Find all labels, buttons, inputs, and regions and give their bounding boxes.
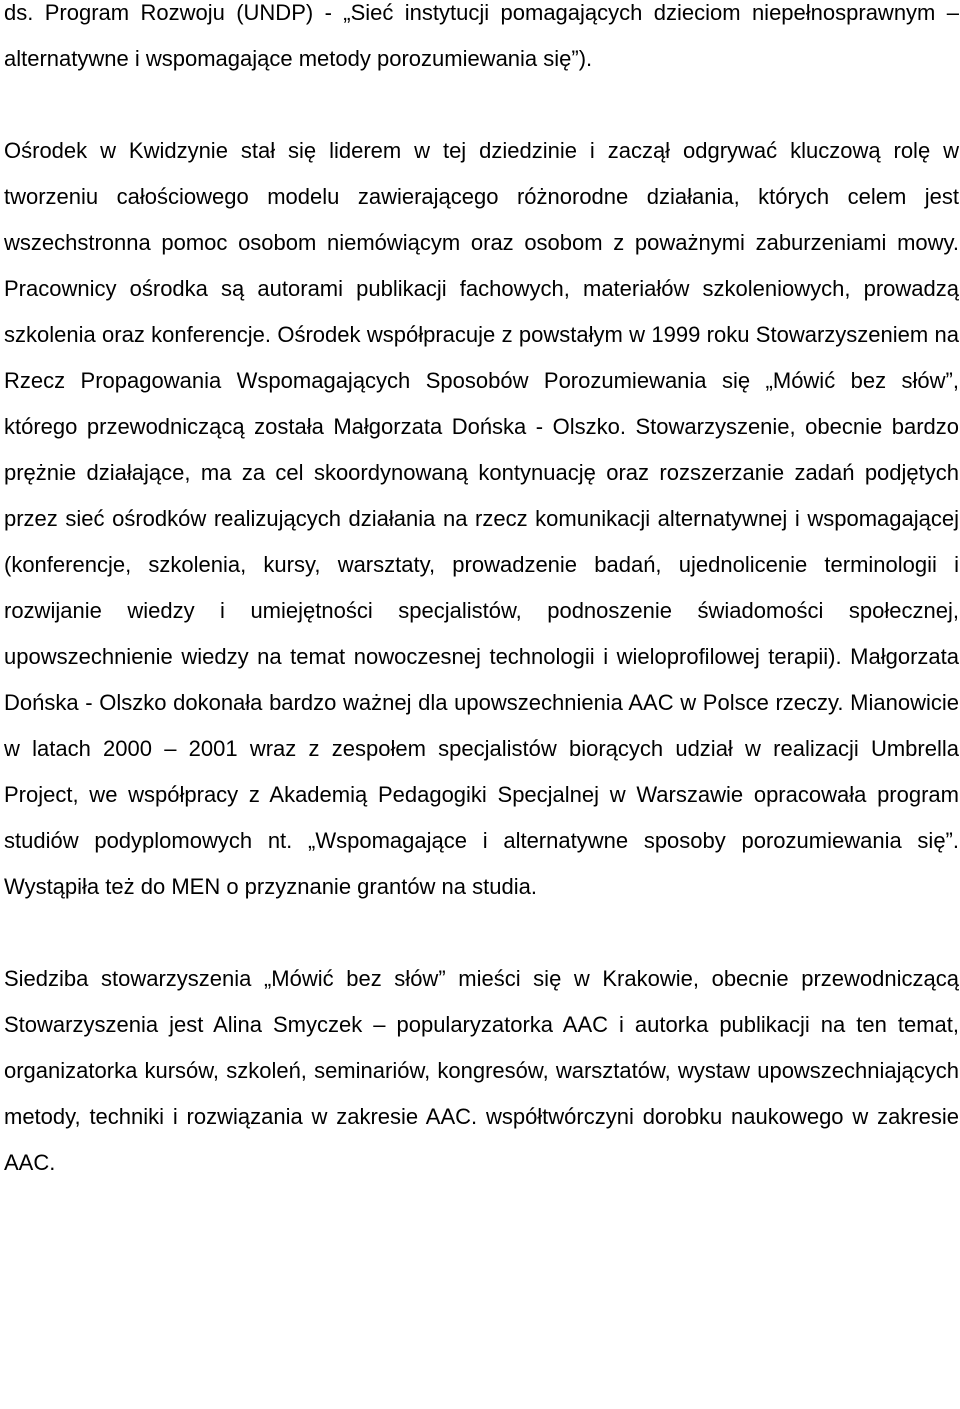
paragraph-kwidzyn-center: Ośrodek w Kwidzynie stał się liderem w tej dziedzinie i zaczął odgrywać kluczową rolę w tworzeniu całościowego modelu zawierającego różnorodne działania, których celem jest wszechstronna pomoc osobom niemówiącym oraz osobom z poważnymi zaburzeniami mowy. Pracownicy ośrodka są autorami publikacji fachowych, materiałów szkoleniowych, prowadzą szkolenia oraz konferencje. Ośrodek współpracuje z powstałym w 1999 roku Stowarzyszeniem na Rzecz Propagowania Wspomagających Sposobów Porozumiewania się „Mówić bez słów”, którego przewodniczącą została Małgorzata Dońska - Olszko. Stowarzyszenie, obecnie bardzo prężnie działające, ma za cel skoordynowaną kontynuację oraz rozszerzanie zadań podjętych przez sieć ośrodków realizujących działania na rzecz komunikacji alternatywnej i wspomagającej (konferencje, szkolenia, kursy, warsztaty, prowadzenie badań, ujednolicenie terminologii i rozwijanie wiedzy i umiejętności specjalistów, podnoszenie świadomości społecznej, upowszechnienie wiedzy na temat nowoczesnej technologii i wieloprofilowej terapii). Małgorzata Dońska - Olszko dokonała bardzo ważnej dla upowszechnienia AAC w Polsce rzeczy. Mianowicie w latach 2000 – 2001 wraz z zespołem specjalistów biorących udział w realizacji Umbrella Project, we współpracy z Akademią Pedagogiki Specjalnej w Warszawie opracowała program studiów podyplomowych nt. „Wspomagające i alternatywne sposoby porozumiewania się”. Wystąpiła też do MEN o przyznanie grantów na studia. (4, 138, 959, 899)
paragraph-association-krakow: Siedziba stowarzyszenia „Mówić bez słów” mieści się w Krakowie, obecnie przewodniczącą Stowarzyszenia jest Alina Smyczek – popularyzatorka AAC i autorka publikacji na ten temat, organizatorka kursów, szkoleń, seminariów, kongresów, warsztatów, wystaw upowszechniających metody, techniki i rozwiązania w zakresie AAC. współtwórczyni dorobku naukowego w zakresie AAC. (4, 966, 959, 1175)
paragraph-undp-program: ds. Program Rozwoju (UNDP) - „Sieć instytucji pomagających dzieciom niepełnosprawnym – alternatywne i wspomagające metody porozumiewania się”). (4, 0, 959, 71)
